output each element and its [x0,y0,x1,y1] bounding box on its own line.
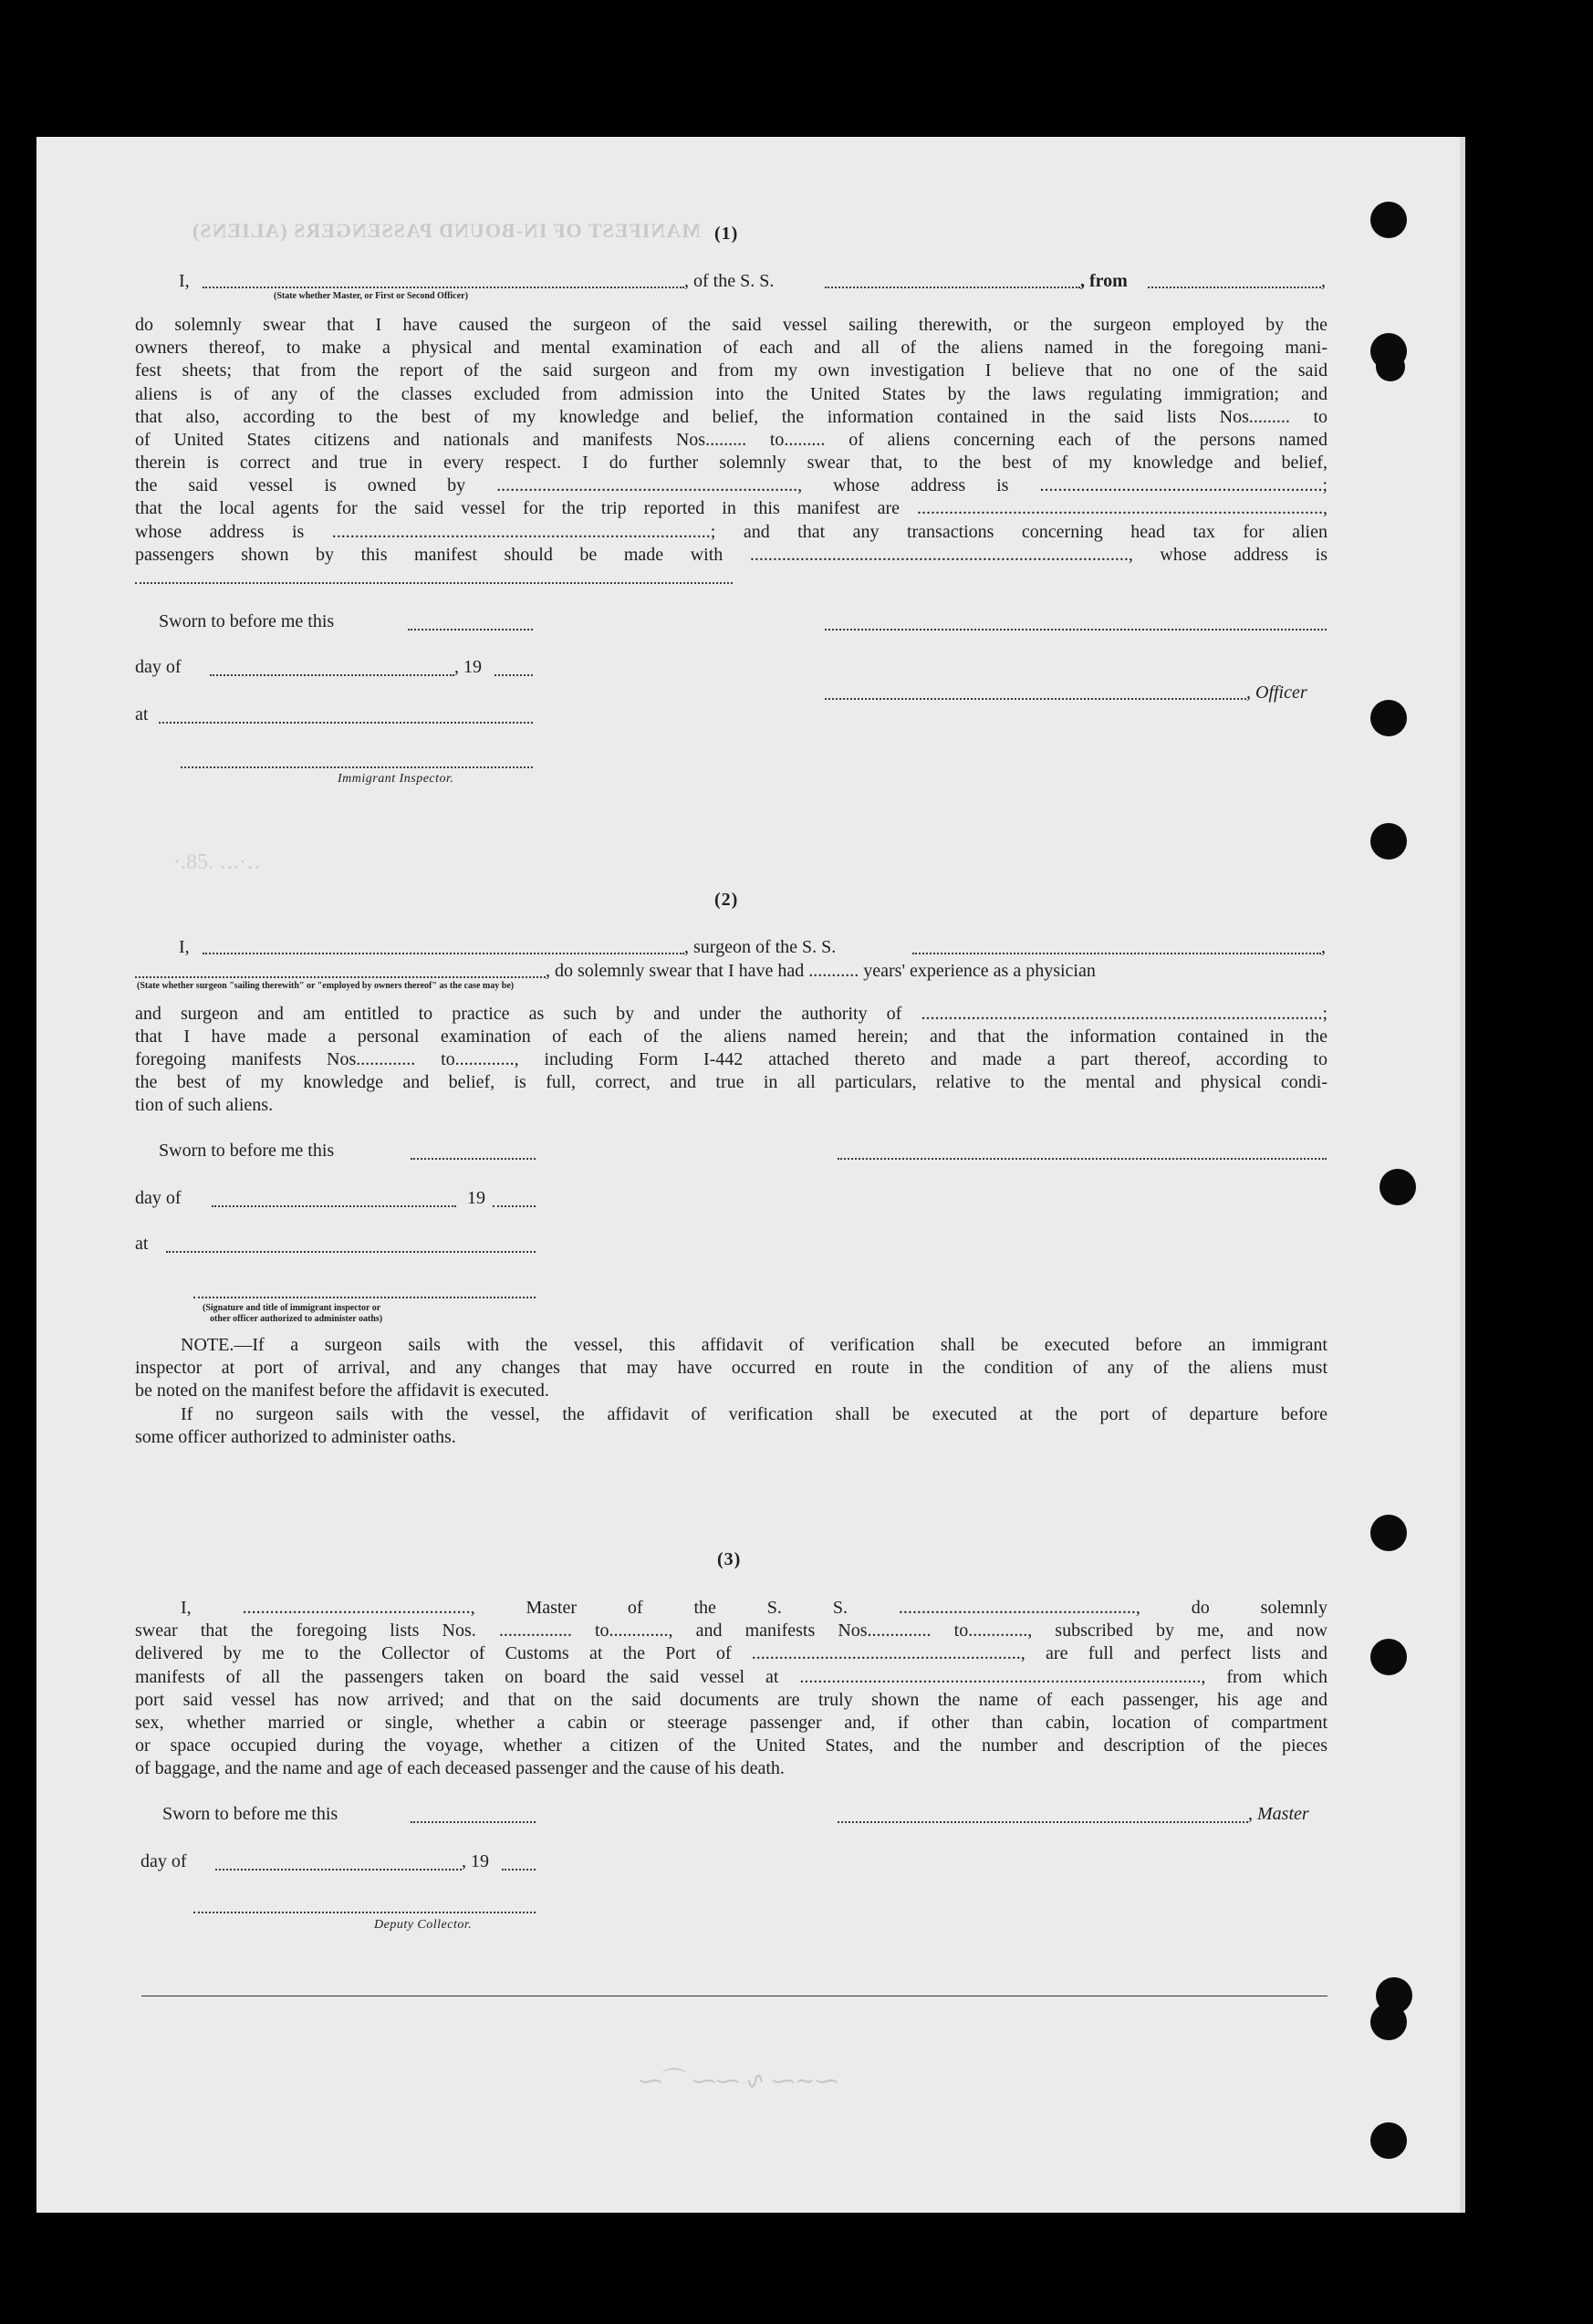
section-2-line: tion of such aliens. [135,1095,274,1115]
sworn-date-field-3[interactable] [411,1821,536,1823]
officer-name-field[interactable] [203,287,684,288]
month-field-2[interactable] [212,1205,456,1207]
sworn-date-field-1[interactable] [408,629,533,631]
sworn-date-field-2[interactable] [411,1158,536,1160]
master-title-label: , Master [1248,1804,1309,1824]
section-1-line: aliens is of any of the classes excluded from admission into the United States by the laws regulating immigration; and [135,384,1328,404]
page-edge [1460,137,1465,2213]
section-1-i: I, [179,271,190,291]
section-2-line: and surgeon and am entitled to practice as such by and under the authority of ........................................................................................; [135,1004,1328,1024]
section-3-line: sex, whether married or single, whether a cabin or steerage passenger and, if other than cabin, location of compartment [135,1713,1328,1733]
punch-hole [1370,1639,1407,1675]
year-label-3: , 19 [462,1851,489,1871]
section-1-number: (1) [714,224,739,244]
deputy-signature-field[interactable] [193,1912,536,1913]
surgeon-type-field[interactable] [135,976,546,978]
signature-field-1[interactable] [825,629,1327,631]
sworn-label-2: Sworn to before me this [159,1141,335,1161]
surgeon-vessel-field[interactable] [912,953,1321,954]
punch-hole [1370,2122,1407,2159]
inspector-signature-field[interactable] [181,766,533,768]
section-2-comma: , [1321,937,1326,957]
tax-agent-address-field[interactable] [135,582,733,584]
section-3-line: or space occupied during the voyage, whether a citizen of the United States, and the number and description of the pieces [135,1735,1328,1756]
section-1-line: that the local agents for the said vessel for the trip reported in this manifest are ........................................................................................., [135,498,1328,518]
section-3-line: manifests of all the passengers taken on board the said vessel at ........................................................................................, from which [135,1667,1328,1687]
section-2-line: the best of my knowledge and belief, is full, correct, and true in all particulars, relative to the mental and physical condi- [135,1072,1328,1092]
note-line: some officer authorized to administer oaths. [135,1427,456,1447]
section-1-line: fest sheets; that from the report of the said surgeon and from my own investigation I believe that no one of the said [135,360,1328,380]
section-2-number: (2) [714,890,739,910]
punch-hole [1370,823,1407,860]
day-of-label-1: day of [135,657,182,677]
section-3-line: port said vessel has now arrived; and that on the said documents are truly shown the name of each passenger, his age and [135,1690,1328,1710]
section-3-line: I, .................................................., Master of the S. S. ...................................................., do solemnly [181,1598,1328,1618]
authorized-officer-signature-field[interactable] [193,1297,536,1298]
section-3-number: (3) [717,1549,742,1569]
at-label-1: at [135,704,149,724]
section-1-line: therein is correct and true in every respect. I do further solemnly swear that, to the best of my knowledge and belief, [135,453,1328,473]
section-1-line: whose address is ...................................................................................; and that any transactions concerning head tax for alien [135,522,1328,542]
officer-title-label: , Officer [1246,683,1307,703]
deputy-title-label: Deputy Collector. [374,1918,473,1932]
from-label: , from [1080,271,1128,291]
surgeon-of-label: , surgeon of the S. S. [684,937,837,957]
day-of-label-2: day of [135,1188,182,1208]
punch-hole [1370,700,1407,736]
faint-stamp-marks: ·.85. ‥.·‥ [173,850,261,874]
section-1-line: that also, according to the best of my knowledge and belief, the information contained in the said lists Nos......... to [135,407,1328,427]
signature-title-note-1: (Signature and title of immigrant inspector or [203,1303,381,1313]
punch-hole [1370,2004,1407,2040]
month-field-3[interactable] [215,1869,462,1871]
departure-port-field[interactable] [1148,287,1321,288]
section-2-i: I, [179,937,190,957]
note-line: be noted on the manifest before the affidavit is executed. [135,1381,549,1401]
signature-field-2[interactable] [838,1158,1327,1160]
section-2-line: foregoing manifests Nos............. to............., including Form I-442 attached thereto and made a part thereof, according to [135,1049,1328,1069]
officer-signature-field[interactable] [825,698,1246,700]
place-field-2[interactable] [166,1251,536,1253]
section-1-line: passengers shown by this manifest should be made with ..................................................................................., whose address is [135,545,1328,565]
officer-role-note: (State whether Master, or First or Second Officer) [274,291,468,301]
of-the-ss-label: , of the S. S. [684,271,775,291]
year-label-2: 19 [467,1188,485,1208]
punch-hole [1380,1169,1416,1205]
sworn-label-1: Sworn to before me this [159,611,335,631]
year-field-2[interactable] [493,1205,536,1207]
vessel-name-field[interactable] [825,287,1080,288]
section-3-line: delivered by me to the Collector of Customs at the Port of ..........................................................., are full and perfect lists and [135,1643,1328,1663]
surgeon-type-note: (State whether surgeon "sailing therewith" or "employed by owners thereof" as the case may be) [137,981,515,991]
day-of-label-3: day of [141,1851,187,1871]
sworn-label-3: Sworn to before me this [162,1804,338,1824]
section-1-line: do solemnly swear that I have caused the surgeon of the said vessel sailing therewith, or the surgeon employed by the [135,315,1328,335]
punch-hole [1370,202,1407,238]
section-1-comma: , [1321,271,1326,291]
punch-hole [1370,1515,1407,1551]
year-field-3[interactable] [502,1869,536,1871]
section-1-line: owners thereof, to make a physical and mental examination of each and all of the aliens named in the foregoing mani- [135,338,1328,358]
surgeon-name-field[interactable] [203,953,684,954]
section-3-line: of baggage, and the name and age of each deceased passenger and the cause of his death. [135,1758,785,1778]
at-label-2: at [135,1234,149,1254]
faint-handwriting-bleed: ⁓∽⁓ ∿ ⁓⁓ ⌒⁓ [639,2068,839,2094]
note-line: inspector at port of arrival, and any changes that may have occurred en route in the condition of any of the aliens must [135,1358,1328,1378]
note-line: NOTE.—If a surgeon sails with the vessel, this affidavit of verification shall be executed before an immigrant [181,1335,1328,1355]
year-label-1: , 19 [454,657,482,677]
month-field-1[interactable] [210,674,454,676]
section-2-line-2: , do solemnly swear that I have had ........... years' experience as a physician [546,961,1096,981]
section-1-line: of United States citizens and nationals and manifests Nos......... to......... of aliens concerning each of the persons named [135,430,1328,450]
section-1-line: the said vessel is owned by .................................................................., whose address is ..............................................................; [135,475,1328,495]
signature-title-note-2: other officer authorized to administer oaths) [210,1314,383,1324]
punch-hole [1376,352,1405,381]
place-field-1[interactable] [159,722,533,724]
year-field-1[interactable] [495,674,533,676]
note-line: If no surgeon sails with the vessel, the affidavit of verification shall be executed at the port of departure before [181,1404,1328,1424]
inspector-title-label: Immigrant Inspector. [338,772,454,786]
section-2-line: that I have made a personal examination of each of the aliens named herein; and that the information contained in the [135,1027,1328,1047]
section-3-line: swear that the foregoing lists Nos. ................ to............., and manifests Nos.............. to............., subscribed by me, and now [135,1621,1328,1641]
master-signature-field[interactable] [838,1821,1248,1823]
bleed-through-header: MANIFEST OF IN-BOUND PASSENGERS (ALIENS) [192,219,701,242]
